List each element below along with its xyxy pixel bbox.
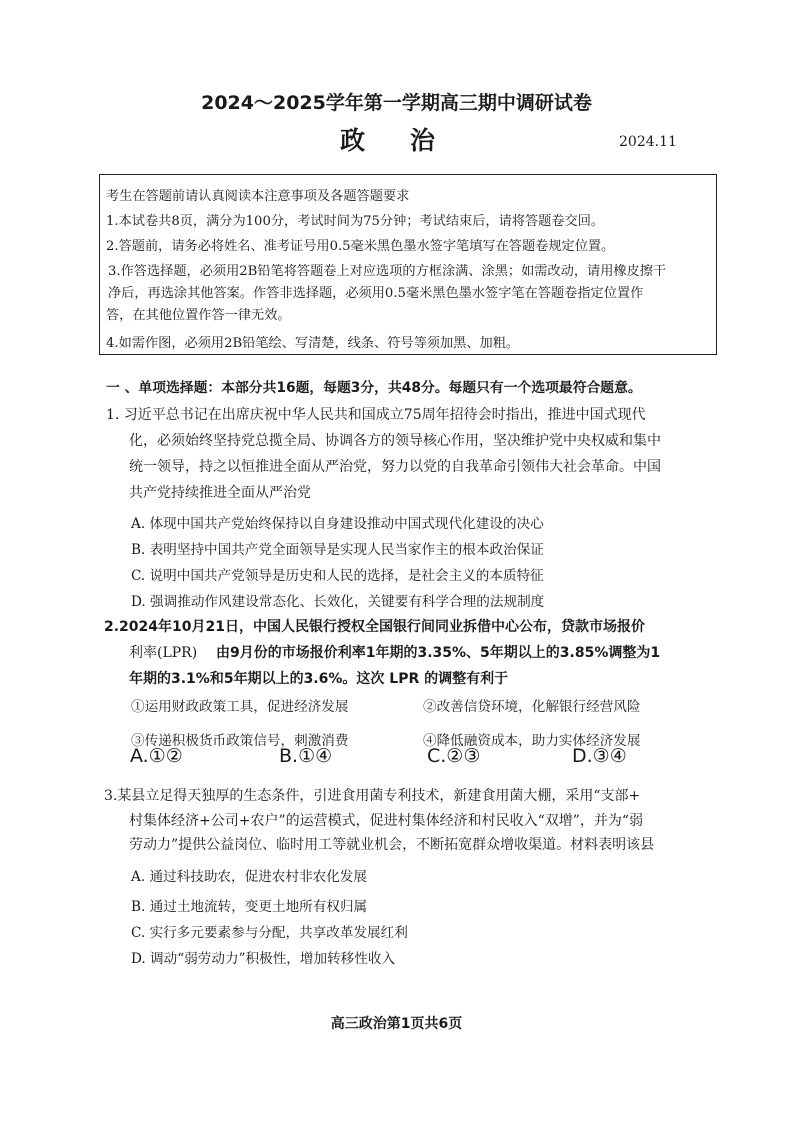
- q2-stem-line: 年期的3.1%和5年期以上的3.6%。这次 LPR 的调整有利于: [129, 671, 509, 687]
- q2-choice-d: D.③④: [572, 745, 627, 767]
- q1-stem-line: 1. 习近平总书记在出席庆祝中华人民共和国成立75周年招待会时指出，推进中国式现代: [106, 407, 646, 423]
- q1-stem-line: 共产党持续推进全面从严治党: [129, 485, 311, 501]
- q1-option-b: B. 表明坚持中国共产党全面领导是实现人民当家作主的根本政治保证: [131, 542, 544, 558]
- q3-option-b: B. 通过土地流转，变更土地所有权归属: [131, 899, 368, 915]
- q2-lpr-label: 利率(LPR): [129, 645, 198, 661]
- q2-item-2: ②改善信贷环境，化解银行经营风险: [423, 699, 641, 715]
- q2-item-3: ③传递积极货币政策信号，刺激消费: [131, 733, 349, 749]
- notice-line: 考生在答题前请认真阅读本注意事项及各题答题要求: [106, 189, 410, 204]
- q3-stem-line: 3.某县立足得天独厚的生态条件，引进食用菌专利技术，新建食用菌大棚，采用“支部+: [104, 788, 641, 804]
- page-footer: 高三政治第1页共6页: [330, 1016, 463, 1032]
- q3-option-c: C. 实行多元要素参与分配，共享改革发展红利: [131, 925, 408, 941]
- notice-box: [99, 174, 717, 355]
- q1-stem-line: 统一领导，持之以恒推进全面从严治党，努力以党的自我革命引领伟大社会革命。中国: [129, 459, 661, 475]
- q1-stem-line: 化，必须始终坚持党总揽全局、协调各方的领导核心作用，坚决维护党中央权威和集中: [129, 433, 661, 449]
- q1-option-a: A. 体现中国共产党始终保持以自身建设推动中国式现代化建设的决心: [131, 516, 544, 532]
- q3-option-d: D. 调动“弱劳动力”积极性，增加转移性收入: [131, 951, 396, 967]
- q2-choice-b: B.①④: [279, 745, 333, 767]
- q3-stem-line: 劳动力”提供公益岗位、临时用工等就业机会，不断拓宽群众增收渠道。材料表明该县: [129, 837, 655, 853]
- notice-line: 答，在其他位置作答一律无效。: [106, 308, 291, 323]
- q2-choice-c: C.②③: [427, 745, 481, 767]
- q3-option-a: A. 通过科技助农，促进农村非农化发展: [131, 869, 367, 885]
- q2-item-4: ④降低融资成本，助力实体经济发展: [423, 733, 641, 749]
- section-heading: 一 、单项选择题：本部分共16题，每题3分，共48分。每题只有一个选项最符合题意。: [106, 380, 642, 396]
- exam-date: 2024.11: [619, 134, 677, 150]
- q2-stem-line: 2.2024年10月21日，中国人民银行授权全国银行间同业拆借中心公布，贷款市场报价: [104, 619, 645, 635]
- q2-stem-line: 由9月份的市场报价利率1年期的3.35%、5年期以上的3.85%调整为1: [216, 645, 661, 661]
- notice-line: 净后，再选涂其他答案。作答非选择题，必须用0.5毫米黑色墨水签字笔在答题卷指定位置作: [108, 286, 644, 301]
- q1-option-d: D. 强调推动作风建设常态化、长效化，关键要有科学合理的法规制度: [131, 594, 545, 610]
- q2-item-1: ①运用财政政策工具，促进经济发展: [131, 699, 349, 715]
- q3-stem-line: 村集体经济+公司+农户”的运营模式，促进村集体经济和村民收入“双增”，并为“弱: [129, 813, 644, 829]
- q1-option-c: C. 说明中国共产党领导是历史和人民的选择，是社会主义的本质特征: [131, 568, 544, 584]
- notice-line: 1.本试卷共8页，满分为100分，考试时间为75分钟；考试结束后，请将答题卷交回。: [106, 214, 605, 229]
- exam-title: 2024～2025学年第一学期高三期中调研试卷: [201, 92, 592, 114]
- q2-choice-a: A.①②: [130, 745, 183, 767]
- notice-line: 4.如需作图，必须用2B铅笔绘、写清楚，线条、符号等须加黑、加粗。: [106, 336, 520, 351]
- subject-title: 政 治: [340, 126, 453, 155]
- notice-line: 3.作答选择题，必须用2B铅笔将答题卷上对应选项的方框涂满、涂黑；如需改动，请用橡皮擦干: [108, 264, 667, 279]
- notice-line: 2.答题前，请务必将姓名、准考证号用0.5毫米黑色墨水签字笔填写在答题卷规定位置。: [106, 239, 615, 254]
